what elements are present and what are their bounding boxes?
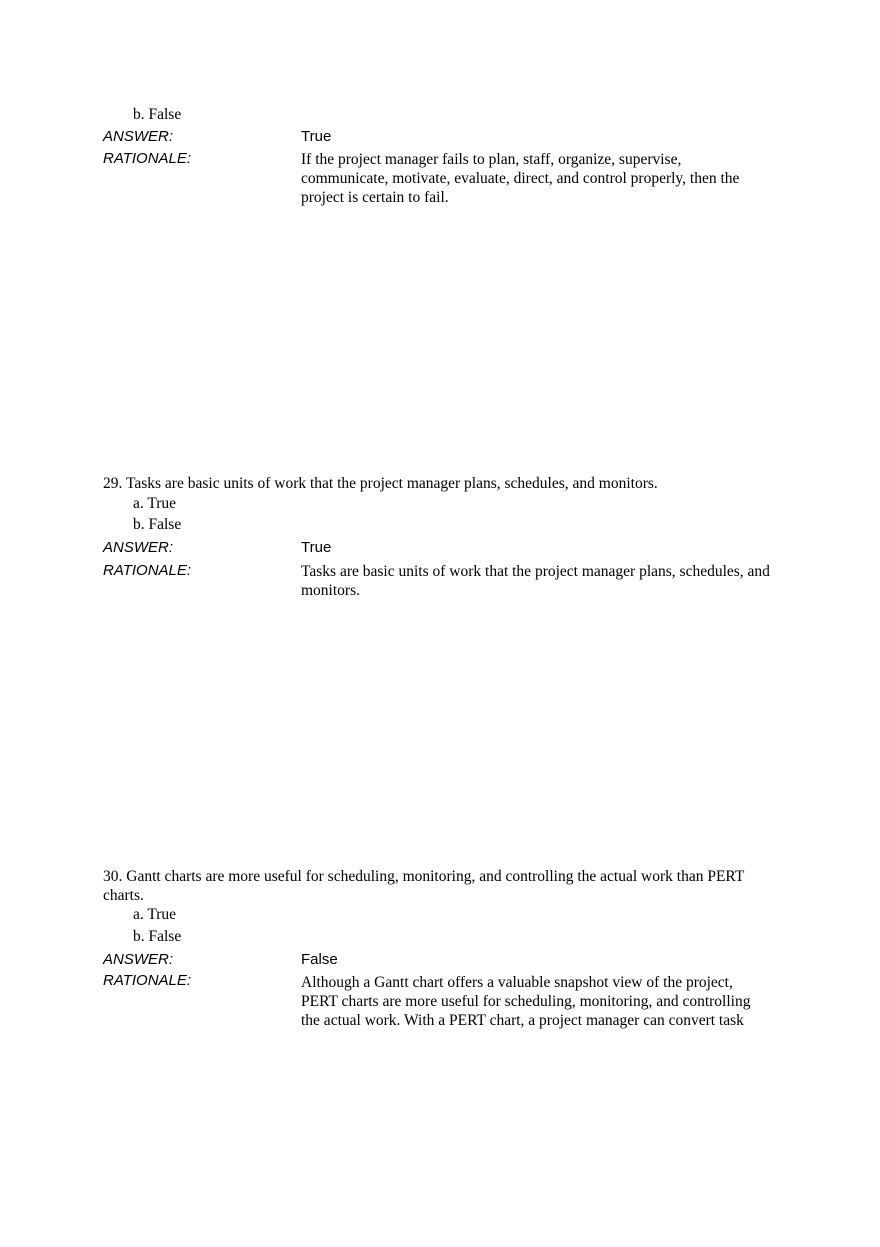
q28-answer-label: ANSWER: bbox=[103, 128, 174, 145]
q29-option-a: a. True bbox=[133, 495, 177, 512]
q29-answer-label: ANSWER: bbox=[103, 539, 174, 556]
q29-option-b: b. False bbox=[133, 516, 182, 533]
q28-rationale-label: RATIONALE: bbox=[103, 150, 192, 167]
q30-question-text: 30. Gantt charts are more useful for scheduling, monitoring, and controlling the actual work than PERT charts. bbox=[103, 868, 745, 904]
q30-rationale-text: Although a Gantt chart offers a valuable snapshot view of the project, PERT charts are more useful for scheduling, monitoring, and controlling the actual work. With a PERT chart, a project manager can convert task bbox=[301, 974, 751, 1029]
q30-answer-value: False bbox=[301, 951, 338, 968]
q29-rationale-label: RATIONALE: bbox=[103, 562, 192, 579]
q29-rationale-text: Tasks are basic units of work that the project manager plans, schedules, and monitors. bbox=[301, 563, 770, 599]
q30-answer-label: ANSWER: bbox=[103, 951, 174, 968]
q29-answer-value: True bbox=[301, 539, 332, 556]
q30-rationale-label: RATIONALE: bbox=[103, 972, 192, 989]
q29-question-text: 29. Tasks are basic units of work that the project manager plans, schedules, and monitors. bbox=[103, 475, 658, 492]
q28-rationale-text: If the project manager fails to plan, staff, organize, supervise, communicate, motivate, evaluate, direct, and control properly, then the project is certain to fail. bbox=[301, 151, 740, 206]
q28-answer-value: True bbox=[301, 128, 332, 145]
q28-option-b: b. False bbox=[133, 106, 182, 123]
q30-option-b: b. False bbox=[133, 928, 182, 945]
q30-option-a: a. True bbox=[133, 906, 177, 923]
